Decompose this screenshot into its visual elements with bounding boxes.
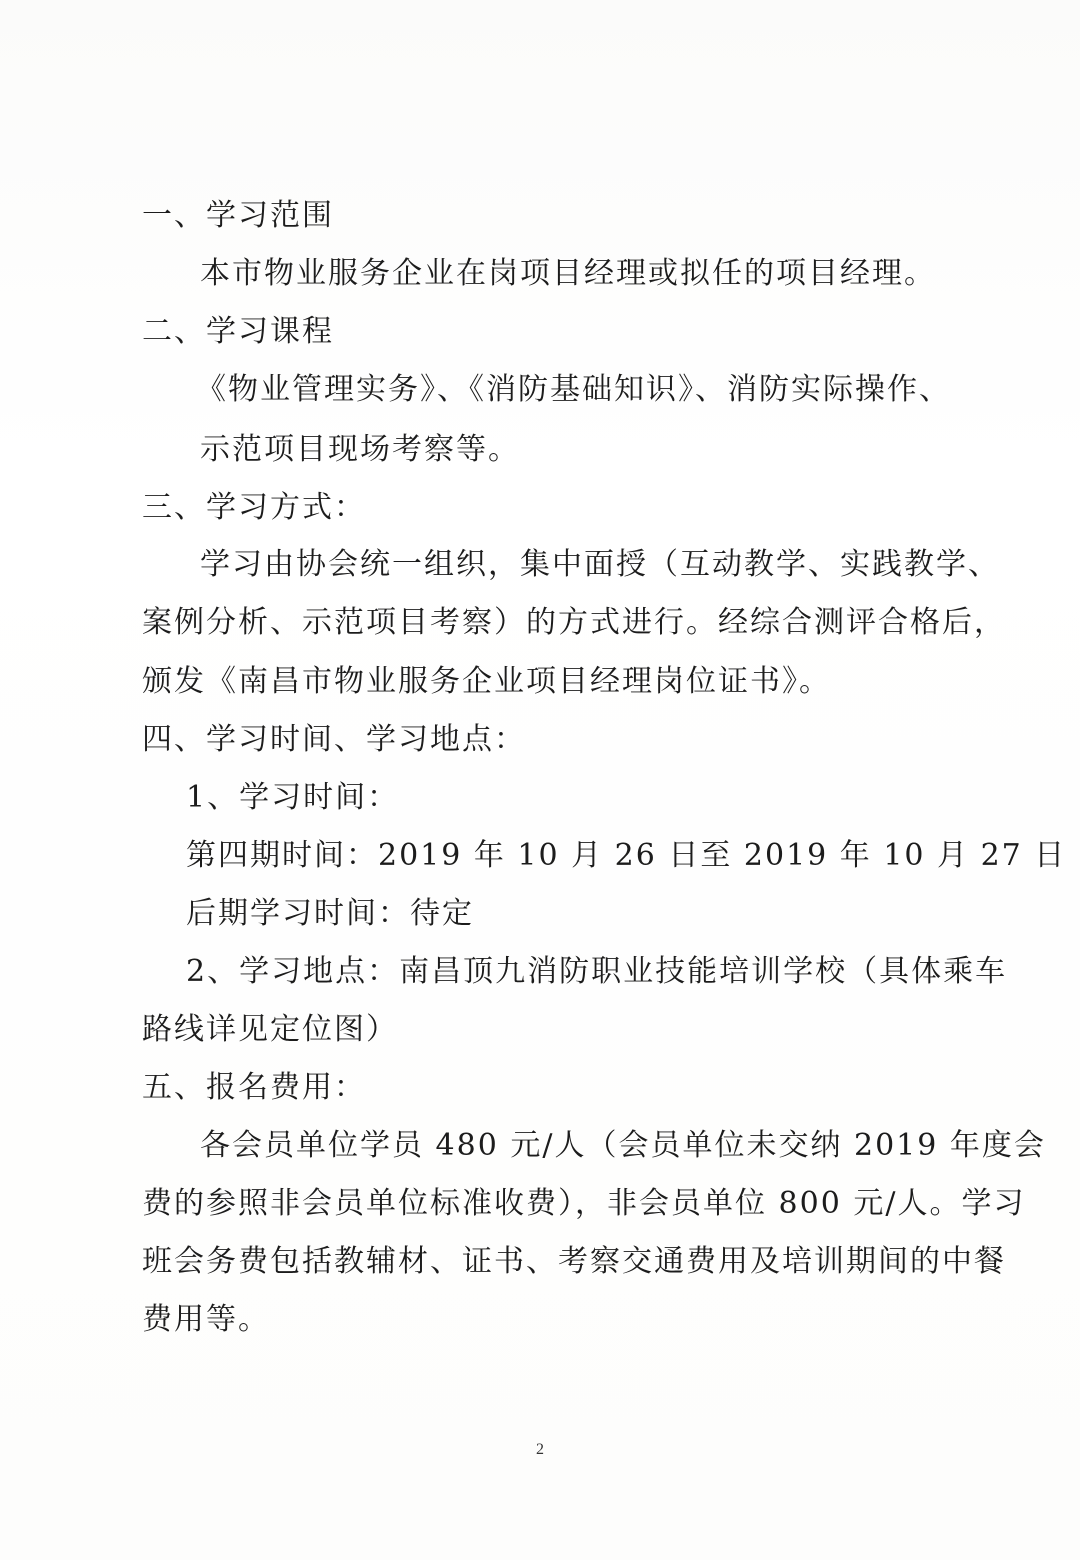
paragraph-fee-line-3: 班会务费包括教辅材、证书、考察交通费用及培训期间的中餐	[142, 1244, 1006, 1279]
paragraph-study-location-line-2: 路线详见定位图）	[142, 1012, 398, 1047]
section-heading-study-courses: 二、学习课程	[142, 314, 334, 349]
paragraph-courses-line-2: 示范项目现场考察等。	[200, 432, 520, 467]
paragraph-study-scope: 本市物业服务企业在岗项目经理或拟任的项目经理。	[200, 256, 936, 291]
paragraph-fee-line-4: 费用等。	[142, 1302, 270, 1337]
paragraph-fee-line-2: 费的参照非会员单位标准收费），非会员单位 800 元/人。学习	[142, 1186, 1026, 1221]
page-number: 2	[536, 1441, 544, 1458]
paragraph-later-session-time: 后期学习时间：待定	[186, 896, 474, 931]
paragraph-fee-line-1: 各会员单位学员 480 元/人（会员单位未交纳 2019 年度会	[200, 1128, 1046, 1163]
paragraph-method-line-1: 学习由协会统一组织，集中面授（互动教学、实践教学、	[200, 547, 1000, 582]
section-heading-time-location: 四、学习时间、学习地点：	[142, 722, 526, 757]
paragraph-method-line-2: 案例分析、示范项目考察）的方式进行。经综合测评合格后，	[142, 605, 1006, 640]
paragraph-study-location-line-1: 2、学习地点：南昌顶九消防职业技能培训学校（具体乘车	[186, 954, 1008, 989]
subheading-study-time: 1、学习时间：	[186, 780, 400, 815]
paragraph-courses-line-1: 《物业管理实务》、《消防基础知识》、消防实际操作、	[196, 372, 951, 407]
paragraph-method-line-3: 颁发《南昌市物业服务企业项目经理岗位证书》。	[142, 664, 831, 699]
paragraph-fourth-session-time: 第四期时间：2019 年 10 月 26 日至 2019 年 10 月 27 日	[186, 838, 1067, 873]
section-heading-study-method: 三、学习方式：	[142, 490, 366, 525]
section-heading-registration-fee: 五、报名费用：	[142, 1070, 366, 1105]
section-heading-study-scope: 一、学习范围	[142, 198, 334, 233]
